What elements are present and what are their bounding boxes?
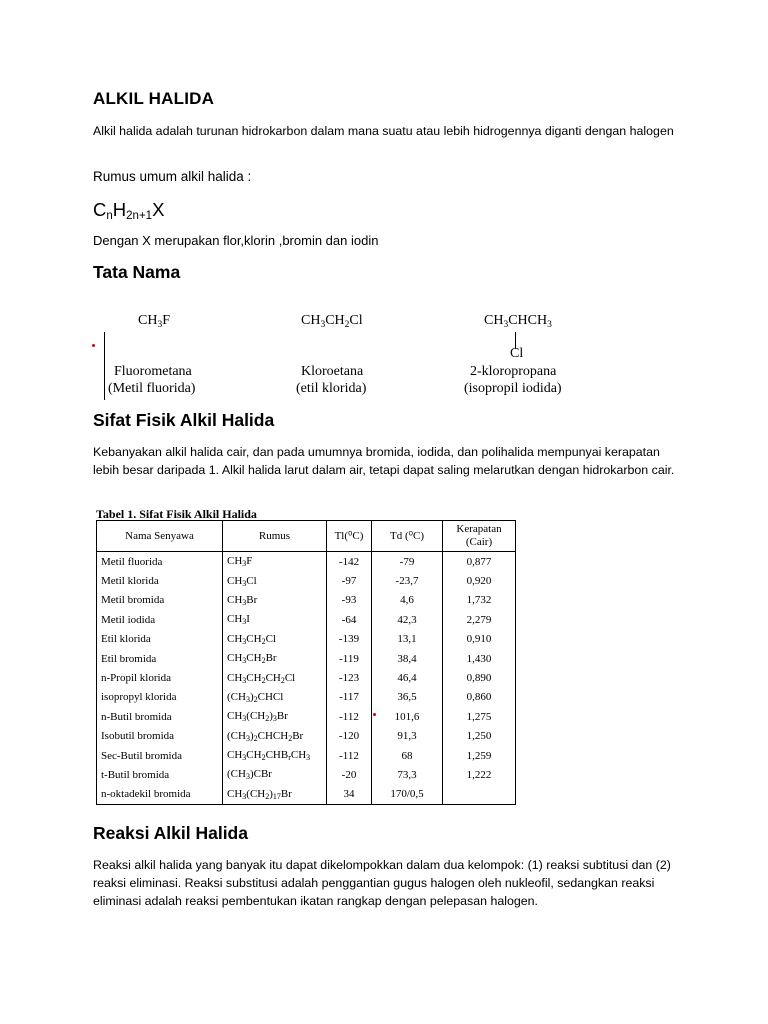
cell-melting-point: -20 (327, 765, 372, 784)
cell-melting-point: -112 (327, 746, 372, 765)
table-row (97, 649, 516, 668)
rumus-label: Rumus umum alkil halida : (93, 169, 252, 184)
compound-substituent: Cl (510, 346, 524, 361)
cell-formula: $(CH_3)CBr$ (223, 765, 327, 784)
cell-density: 1,222 (443, 765, 516, 784)
table-row (97, 707, 516, 726)
table-row (97, 727, 516, 746)
cell-boiling-point: 73,3 (372, 765, 443, 784)
red-marker (92, 344, 95, 347)
table-header-row (97, 521, 516, 552)
column-header: Tl(⁰C) (327, 521, 372, 552)
cell-name: Isobutil bromida (97, 727, 223, 746)
cell-formula: $(CH_3)_2CHCH_2Br$ (223, 727, 327, 746)
halogen-note: Dengan X merupakan flor,klorin ,bromin dan iodin (93, 233, 379, 248)
cell-boiling-point: 36,5 (372, 688, 443, 707)
table-row (97, 668, 516, 687)
cell-density: 1,430 (443, 649, 516, 668)
table-row (97, 746, 516, 765)
cell-name: n-Butil bromida (97, 707, 223, 726)
red-marker (373, 713, 376, 716)
table-row (97, 785, 516, 805)
cell-boiling-point: 38,4 (372, 649, 443, 668)
column-header: Td (⁰C) (372, 521, 443, 552)
cell-density: 0,910 (443, 630, 516, 649)
cell-density: 0,890 (443, 668, 516, 687)
cell-formula: $CH_3Br$ (223, 591, 327, 610)
cell-formula: $(CH_3)_2CHCl$ (223, 688, 327, 707)
cell-formula: $CH_3Cl$ (223, 571, 327, 590)
cell-melting-point: 34 (327, 785, 372, 805)
cell-name: isopropyl klorida (97, 688, 223, 707)
cell-density: 1,259 (443, 746, 516, 765)
cell-formula: $CH_3CH_2Cl$ (223, 630, 327, 649)
cell-boiling-point: -23,7 (372, 571, 443, 590)
cell-density: 0,877 (443, 552, 516, 572)
cell-density: 1,732 (443, 591, 516, 610)
cell-melting-point: -119 (327, 649, 372, 668)
cell-name: Etil klorida (97, 630, 223, 649)
cell-formula: $CH_3(CH_2)_{17}Br$ (223, 785, 327, 805)
cell-boiling-point: 68 (372, 746, 443, 765)
cell-density: 0,920 (443, 571, 516, 590)
compound-formula: $CH_3CHCH_3$ (484, 313, 552, 330)
cell-density: 1,250 (443, 727, 516, 746)
cell-melting-point: -123 (327, 668, 372, 687)
cell-melting-point: -97 (327, 571, 372, 590)
cell-name: Metil klorida (97, 571, 223, 590)
tata-nama-heading: Tata Nama (93, 262, 181, 282)
cell-name: n-Propil klorida (97, 668, 223, 687)
figure-left-border (104, 332, 105, 400)
table-row (97, 591, 516, 610)
cell-boiling-point: 42,3 (372, 610, 443, 629)
general-formula: $C_nH_{2n+1}X$ (93, 199, 165, 222)
cell-formula: $CH_3CH_2Br$ (223, 649, 327, 668)
cell-formula: $CH_3I$ (223, 610, 327, 629)
column-header: Kerapatan (Cair) (443, 521, 516, 552)
cell-boiling-point: 46,4 (372, 668, 443, 687)
cell-boiling-point: 4,6 (372, 591, 443, 610)
cell-density: 1,275 (443, 707, 516, 726)
table-row (97, 571, 516, 590)
compound-common-name: (isopropil iodida) (464, 381, 562, 396)
cell-melting-point: -93 (327, 591, 372, 610)
properties-table (96, 520, 516, 805)
document-title: ALKIL HALIDA (93, 89, 215, 108)
cell-density: 2,279 (443, 610, 516, 629)
table-row (97, 688, 516, 707)
cell-melting-point: -120 (327, 727, 372, 746)
compound-formula: $CH_3CH_2Cl$ (301, 313, 363, 330)
table-row (97, 765, 516, 784)
cell-formula: $CH_3(CH_2)_3Br$ (223, 707, 327, 726)
compound-name: Fluorometana (114, 364, 192, 379)
cell-formula: $CH_3CH_2CHB_rCH_3$ (223, 746, 327, 765)
cell-formula: $CH_3F$ (223, 552, 327, 572)
compound-name: Kloroetana (301, 364, 364, 379)
reaksi-paragraph: Reaksi alkil halida yang banyak itu dapat dikelompokkan dalam dua kelompok: (1) reaksi subtitusi dan (2) reaksi eliminasi. Reaksi substitusi adalah penggantian gugus halogen oleh nukleofil, sedangkan reaksi eliminasi adalah reaksi pembentukan ikatan rangkap dengan pelepasan halogen. (93, 858, 671, 908)
cell-boiling-point: 101,6 (372, 707, 443, 726)
column-header: Nama Senyawa (97, 521, 223, 552)
cell-melting-point: -117 (327, 688, 372, 707)
cell-name: Metil bromida (97, 591, 223, 610)
cell-melting-point: -112 (327, 707, 372, 726)
cell-melting-point: -139 (327, 630, 372, 649)
intro-paragraph: Alkil halida adalah turunan hidrokarbon dalam mana suatu atau lebih hidrogennya diganti dengan halogen (93, 124, 674, 138)
table-row (97, 552, 516, 572)
compound-common-name: (etil klorida) (296, 381, 367, 396)
tata-nama-figure (93, 304, 593, 399)
reaksi-heading: Reaksi Alkil Halida (93, 823, 248, 843)
cell-melting-point: -64 (327, 610, 372, 629)
cell-boiling-point: 91,3 (372, 727, 443, 746)
cell-name: n-oktadekil bromida (97, 785, 223, 805)
sifat-fisik-heading: Sifat Fisik Alkil Halida (93, 410, 275, 430)
cell-formula: $CH_3CH_2CH_2Cl$ (223, 668, 327, 687)
cell-boiling-point: 170/0,5 (372, 785, 443, 805)
table-title: Tabel 1. Sifat Fisik Alkil Halida (96, 507, 257, 521)
cell-name: Etil bromida (97, 649, 223, 668)
cell-name: t-Butil bromida (97, 765, 223, 784)
compound-fluorometana (108, 313, 196, 396)
cell-boiling-point: 13,1 (372, 630, 443, 649)
compound-common-name: (Metil fluorida) (108, 381, 196, 396)
cell-name: Sec-Butil bromida (97, 746, 223, 765)
column-header: Rumus (223, 521, 327, 552)
table-body (97, 552, 516, 805)
sifat-fisik-paragraph: Kebanyakan alkil halida cair, dan pada umumnya bromida, iodida, dan polihalida mempunyai kerapatan lebih besar daripada 1. Alkil halida larut dalam air, tetapi dapat saling melarutkan dengan hidrokarbon cair. (93, 445, 675, 477)
compound-kloropropana (464, 313, 562, 396)
table-row (97, 610, 516, 629)
cell-boiling-point: -79 (372, 552, 443, 572)
cell-melting-point: -142 (327, 552, 372, 572)
cell-density (443, 785, 516, 805)
table-row (97, 630, 516, 649)
cell-name: Metil fluorida (97, 552, 223, 572)
cell-name: Metil iodida (97, 610, 223, 629)
cell-density: 0,860 (443, 688, 516, 707)
compound-formula: $CH_3F$ (138, 313, 170, 330)
compound-kloroetana (296, 313, 367, 396)
compound-name: 2-kloropropana (470, 364, 557, 379)
